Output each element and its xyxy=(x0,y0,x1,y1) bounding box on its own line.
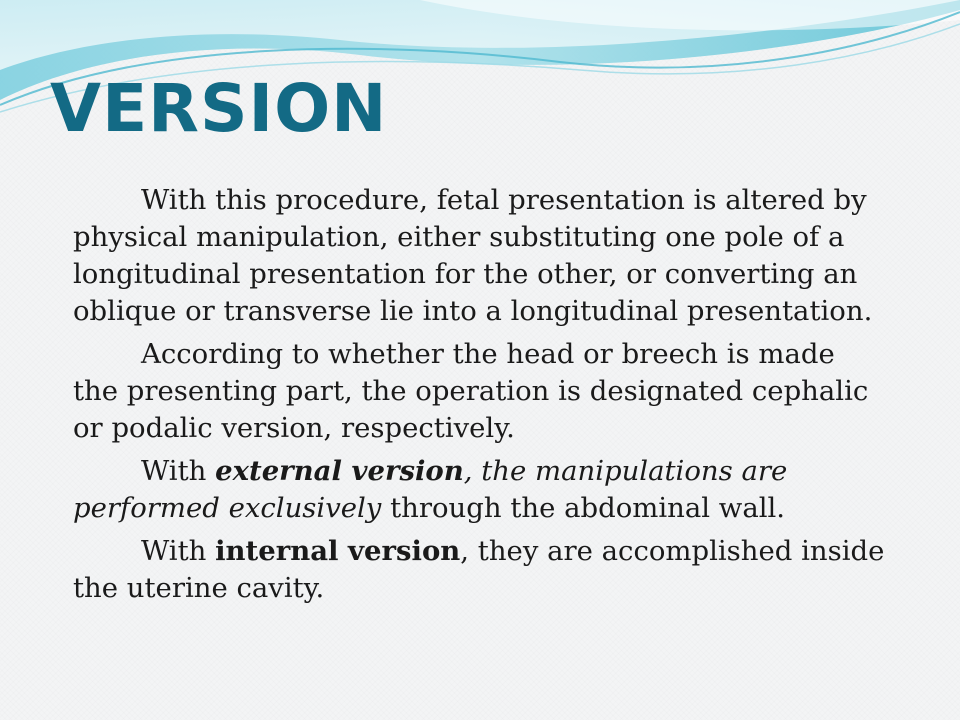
internal-rest: , they are accomplished inside the uterine cavity. xyxy=(73,535,885,604)
paragraph-designation: According to whether the head or breech is made the presenting part, the operation is designated cephalic or podalic version, respectively. xyxy=(73,338,869,444)
internal-version-term: internal version xyxy=(215,535,461,567)
paragraph-procedure: With this procedure, fetal presentation is altered by physical manipulation, either substituting one pole of a longitudinal presentation for the other, or converting an oblique or transverse lie into a longitudinal presentation. xyxy=(73,184,873,327)
internal-lead: With xyxy=(141,535,207,567)
slide-title: VERSION xyxy=(50,70,388,147)
paragraph-external-version xyxy=(73,453,888,527)
external-lead: With xyxy=(141,455,207,487)
external-version-term: external version xyxy=(215,455,464,487)
external-italic-text: , the manipulations are performed exclusively xyxy=(73,455,788,524)
paragraph-internal-version xyxy=(73,533,888,607)
slide-body xyxy=(73,182,888,613)
external-rest: through the abdominal wall. xyxy=(390,492,786,524)
